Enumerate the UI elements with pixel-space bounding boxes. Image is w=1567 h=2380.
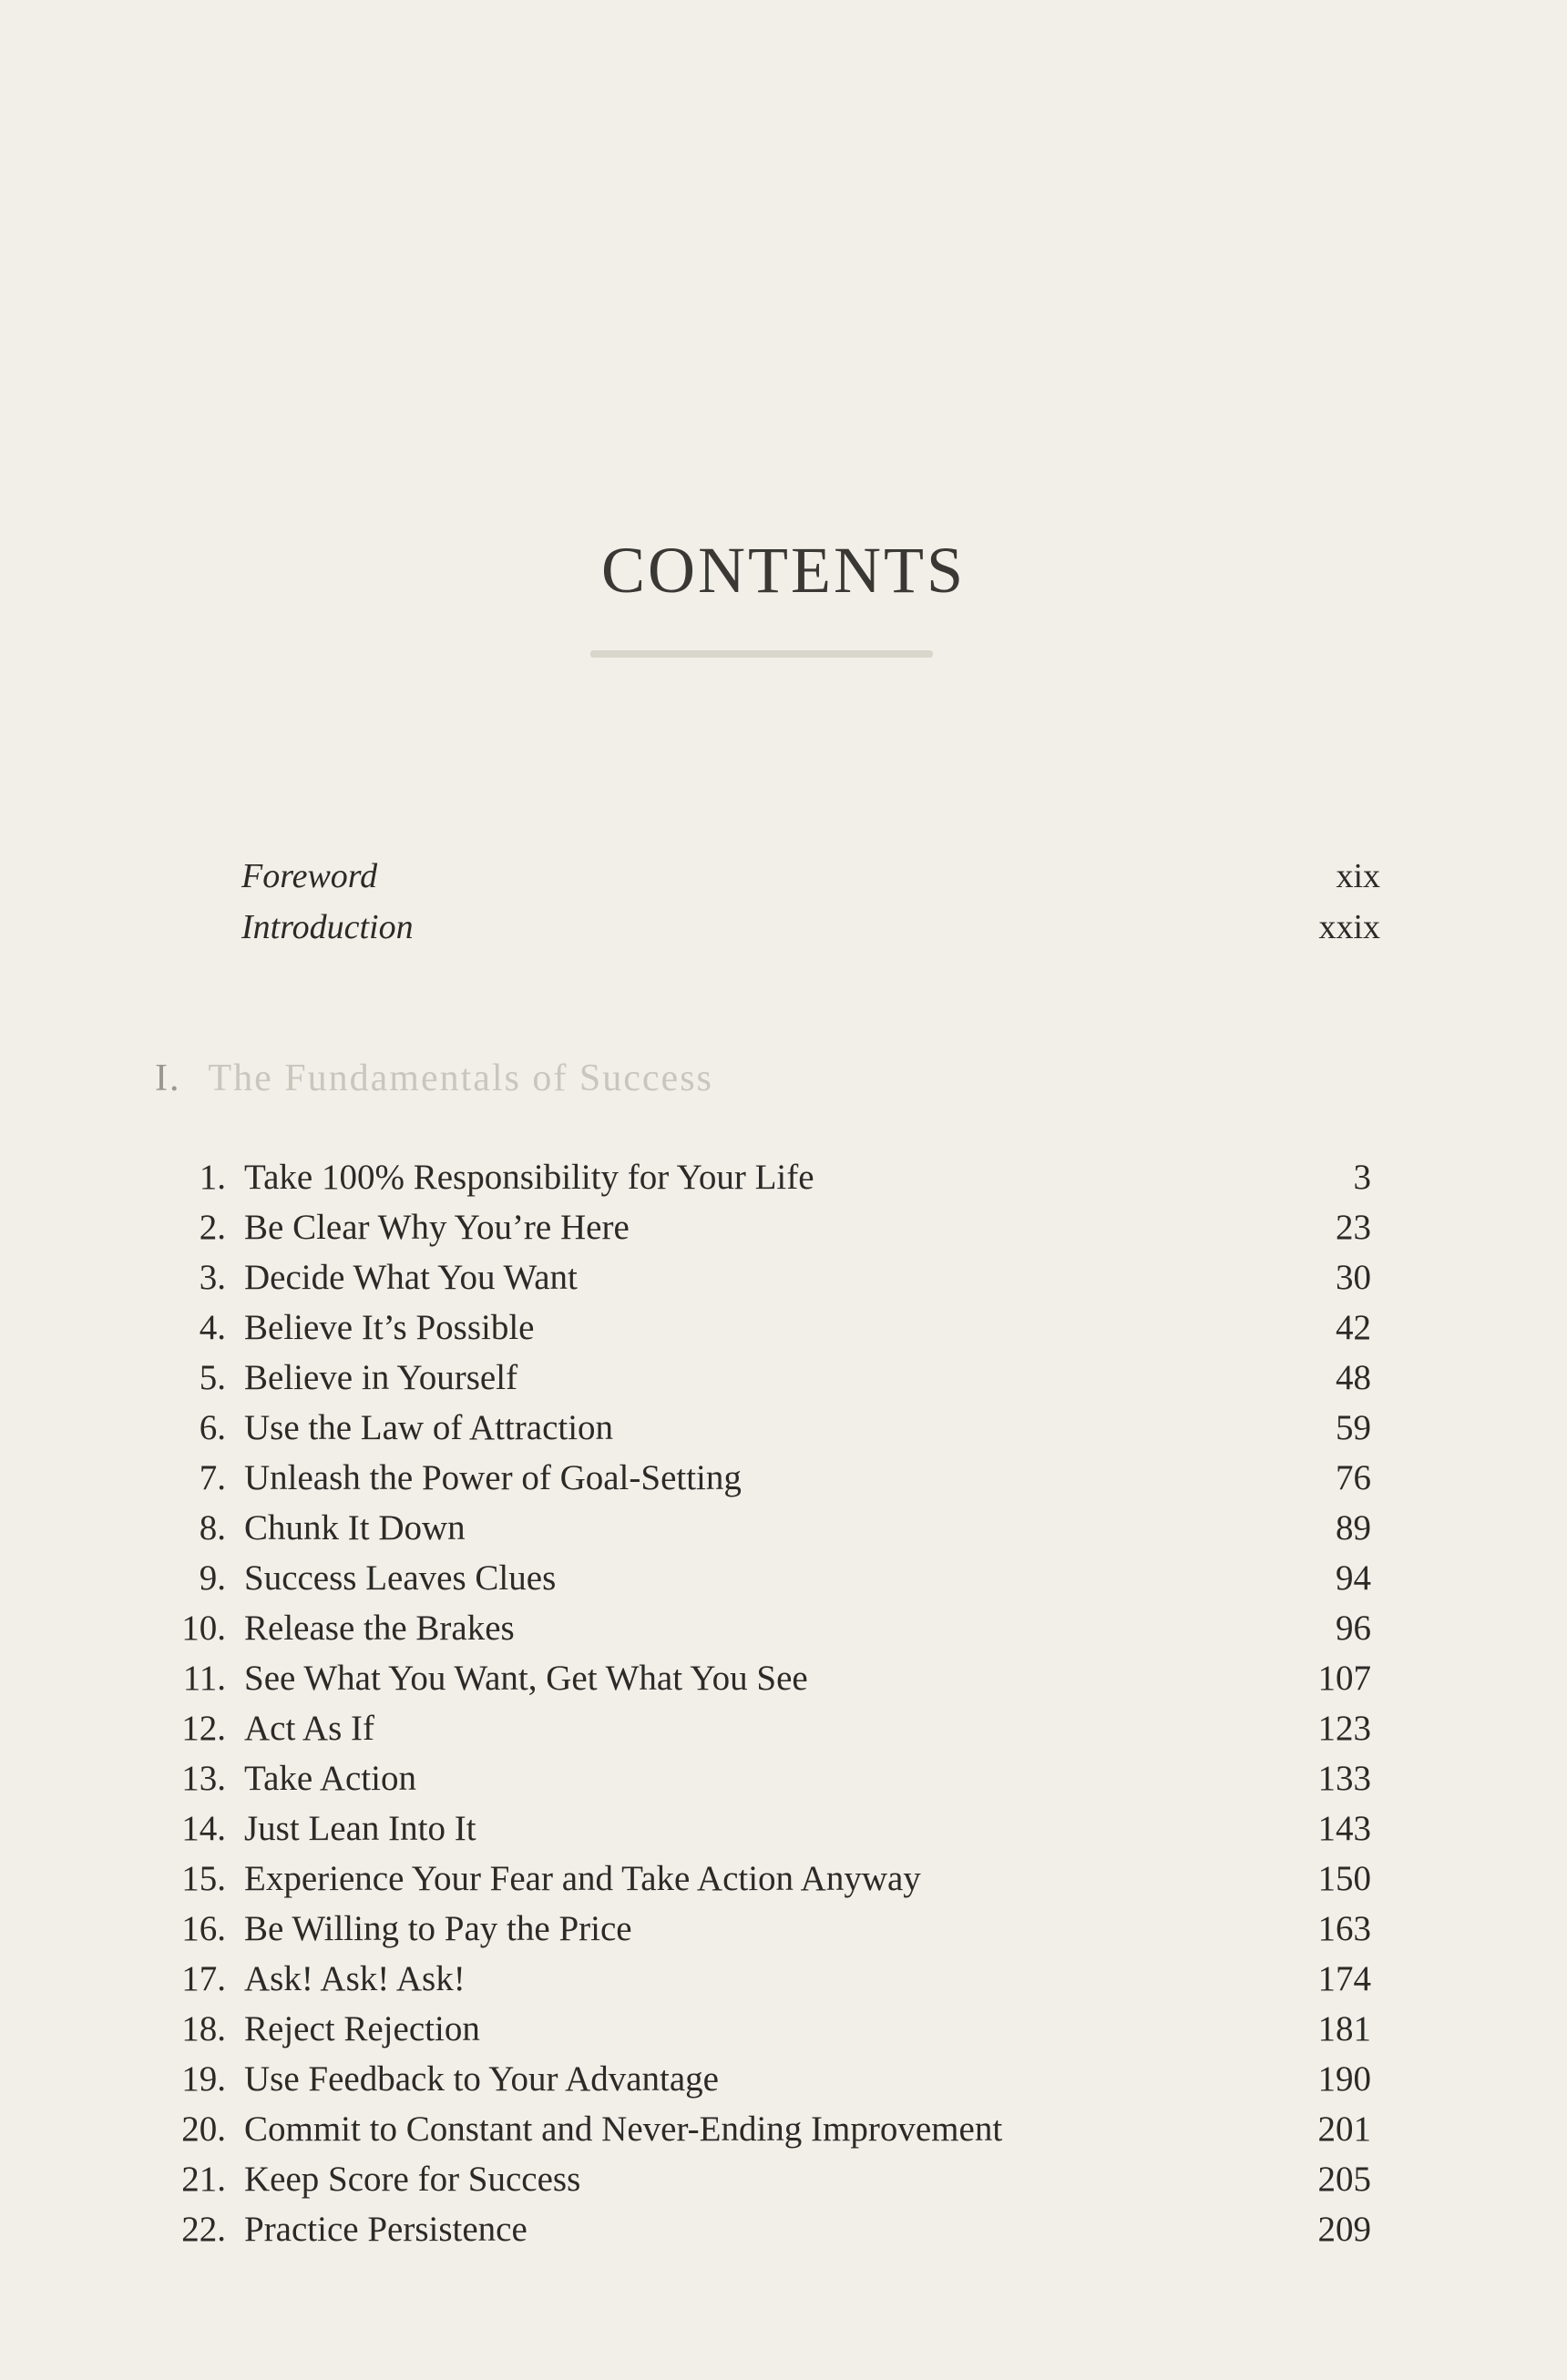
chapter-page: 23	[1336, 1208, 1371, 1247]
chapter-row	[146, 1357, 1371, 1407]
front-matter-list	[241, 856, 1380, 958]
chapter-title: See What You Want, Get What You See	[244, 1659, 808, 1698]
chapter-page: 89	[1336, 1508, 1371, 1548]
chapter-number: 1.	[199, 1158, 226, 1197]
chapter-number: 5.	[199, 1358, 226, 1397]
chapter-page: 76	[1336, 1458, 1371, 1497]
chapter-page: 205	[1317, 2160, 1371, 2199]
chapter-title: Take 100% Responsibility for Your Life	[244, 1158, 814, 1197]
chapter-title: Commit to Constant and Never-Ending Improvement	[244, 2109, 1003, 2149]
chapter-title: Believe in Yourself	[244, 1358, 518, 1397]
chapter-number: 2.	[199, 1208, 226, 1247]
chapter-row	[146, 1608, 1371, 1658]
page-title: CONTENTS	[601, 534, 966, 607]
chapter-row	[146, 1958, 1371, 2008]
chapter-number: 8.	[199, 1508, 226, 1548]
chapter-page: 123	[1317, 1709, 1371, 1748]
chapter-page: 30	[1336, 1258, 1371, 1297]
chapter-number: 12.	[181, 1709, 226, 1748]
chapter-page: 133	[1317, 1759, 1371, 1798]
chapter-number: 4.	[199, 1308, 226, 1347]
front-matter-page: xxix	[1318, 908, 1380, 946]
chapter-title: Release the Brakes	[244, 1609, 515, 1648]
chapter-page: 143	[1317, 1809, 1371, 1848]
chapter-title: Experience Your Fear and Take Action Anyway	[244, 1859, 921, 1898]
chapter-row	[146, 1558, 1371, 1608]
chapter-page: 94	[1336, 1558, 1371, 1598]
chapter-number: 17.	[181, 1959, 226, 1998]
chapter-row	[146, 1758, 1371, 1808]
chapter-title: Just Lean Into It	[244, 1809, 476, 1848]
chapter-row	[146, 1658, 1371, 1708]
chapter-title: Keep Score for Success	[244, 2160, 581, 2199]
chapter-row	[146, 2159, 1371, 2209]
chapter-row	[146, 1908, 1371, 1958]
chapter-row	[146, 1257, 1371, 1307]
chapter-row	[146, 1858, 1371, 1908]
chapter-row	[146, 1507, 1371, 1558]
chapter-row	[146, 1407, 1371, 1457]
chapter-title: Be Clear Why You’re Here	[244, 1208, 630, 1247]
chapter-title: Practice Persistence	[244, 2210, 527, 2249]
chapter-title: Chunk It Down	[244, 1508, 466, 1548]
chapter-page: 3	[1353, 1158, 1371, 1197]
chapter-row	[146, 1207, 1371, 1257]
chapter-list	[146, 1157, 1371, 2259]
part-title: The Fundamentals of Success	[208, 1057, 713, 1099]
chapter-number: 15.	[181, 1859, 226, 1898]
chapter-page: 209	[1317, 2210, 1371, 2249]
chapter-row	[146, 1157, 1371, 1207]
chapter-number: 9.	[199, 1558, 226, 1598]
chapter-number: 14.	[181, 1809, 226, 1848]
chapter-row	[146, 2008, 1371, 2058]
chapter-row	[146, 2109, 1371, 2159]
chapter-page: 59	[1336, 1408, 1371, 1447]
front-matter-page: xix	[1336, 857, 1380, 895]
chapter-title: Use Feedback to Your Advantage	[244, 2059, 719, 2099]
chapter-number: 22.	[181, 2210, 226, 2249]
chapter-page: 96	[1336, 1609, 1371, 1648]
chapter-title: Reject Rejection	[244, 2009, 480, 2048]
chapter-number: 7.	[199, 1458, 226, 1497]
chapter-page: 201	[1317, 2109, 1371, 2149]
chapter-title: Decide What You Want	[244, 1258, 578, 1297]
chapter-number: 11.	[182, 1659, 226, 1698]
chapter-number: 19.	[181, 2059, 226, 2099]
chapter-number: 10.	[181, 1609, 226, 1648]
chapter-page: 174	[1317, 1959, 1371, 1998]
chapter-number: 6.	[199, 1408, 226, 1447]
chapter-title: Unleash the Power of Goal-Setting	[244, 1458, 742, 1497]
chapter-row	[146, 2058, 1371, 2109]
chapter-row	[146, 2209, 1371, 2259]
front-matter-item-foreword	[241, 856, 1380, 907]
part-heading	[155, 1057, 713, 1100]
chapter-title: Be Willing to Pay the Price	[244, 1909, 632, 1948]
front-matter-label: Introduction	[241, 908, 414, 946]
chapter-number: 18.	[181, 2009, 226, 2048]
chapter-number: 21.	[181, 2160, 226, 2199]
chapter-title: Take Action	[244, 1759, 416, 1798]
title-underline	[590, 650, 933, 658]
chapter-row	[146, 1808, 1371, 1858]
chapter-row	[146, 1307, 1371, 1357]
chapter-page: 48	[1336, 1358, 1371, 1397]
chapter-page: 163	[1317, 1909, 1371, 1948]
chapter-number: 16.	[181, 1909, 226, 1948]
chapter-number: 3.	[199, 1258, 226, 1297]
chapter-page: 181	[1317, 2009, 1371, 2048]
chapter-page: 150	[1317, 1859, 1371, 1898]
chapter-number: 20.	[181, 2109, 226, 2149]
chapter-page: 42	[1336, 1308, 1371, 1347]
chapter-row	[146, 1457, 1371, 1507]
chapter-title: Believe It’s Possible	[244, 1308, 535, 1347]
front-matter-label: Foreword	[241, 857, 378, 895]
chapter-title: Success Leaves Clues	[244, 1558, 557, 1598]
chapter-title: Ask! Ask! Ask!	[244, 1959, 466, 1998]
front-matter-item-introduction	[241, 907, 1380, 958]
chapter-title: Use the Law of Attraction	[244, 1408, 614, 1447]
chapter-page: 190	[1317, 2059, 1371, 2099]
part-number: I.	[155, 1057, 181, 1099]
chapter-page: 107	[1317, 1659, 1371, 1698]
chapter-title: Act As If	[244, 1709, 374, 1748]
chapter-row	[146, 1708, 1371, 1758]
chapter-number: 13.	[181, 1759, 226, 1798]
